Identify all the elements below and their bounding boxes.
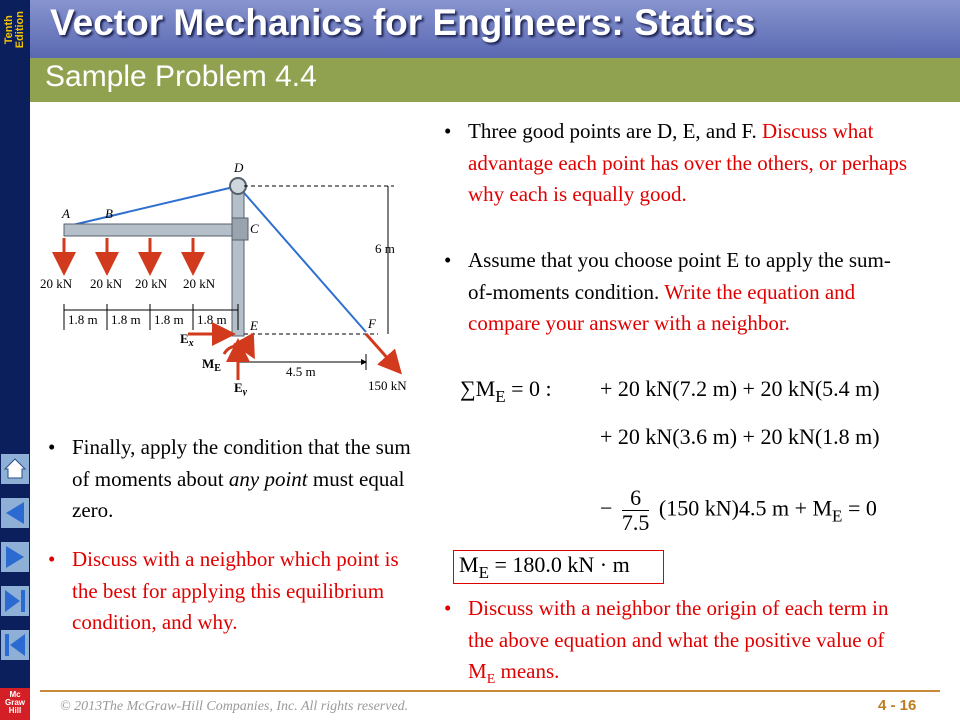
label-b: B [105,206,113,221]
bullet-final-question: • Discuss with a neighbor the origin of each term in the above equation and what the positive value of $M_E$ means. [444,596,889,688]
course-title: Vector Mechanics for Engineers: Statics [50,2,756,43]
equation-line-2: + 20 kN(3.6 m) + 20 kN(1.8 m) [600,424,880,449]
label-d: D [234,160,244,175]
cable-force-label: 150 kN [368,378,407,393]
cable-force-arrow [366,334,398,370]
spacing-2: 1.8 m [111,312,141,327]
bullet-three-points: • Three good points are D, E, and F. Discuss what advantage each point has over the others, or perhaps why each is equally good. [444,119,908,206]
bullet-finally: • Finally, apply the condition that the sum of moments about any point must equal zero. [48,435,411,522]
edition-label: Tenth Edition [3,11,26,49]
load-label-4: 20 kN [183,276,216,291]
next-icon[interactable] [0,540,30,574]
equation-line-3: − $\frac{6}{7.5}$ (150 kN)4.5 $m + M_E = 0$ [600,485,877,535]
horizontal-beam [64,224,234,236]
label-e: E [250,318,258,333]
result-equation: $M_E = 180.0$ kN · m [459,552,630,582]
label-c: C [250,221,259,236]
load-label-3: 20 kN [135,276,168,291]
load-label-1: 20 kN [40,276,73,291]
cable-ad [64,186,238,227]
load-label-2: 20 kN [90,276,123,291]
slide-title: Sample Problem 4.4 [45,60,317,93]
bullet-choose-e-question: Write the equation and compare your answer with a neighbor. [468,279,856,335]
label-a: A [62,206,70,221]
spacing-1: 1.8 m [68,312,98,327]
bullet-three-points-question: Discuss what advantage each point has over the others, or perhaps why each is equally good. [468,119,908,206]
bullet-discuss-point: • Discuss with a neighbor which point is the best for applying this equilibrium condition, and why. [48,547,399,634]
equation-line-1: + 20 kN(7.2 m) + 20 kN(5.4 m) [600,376,880,401]
load-arrows [64,238,193,270]
ey-label: $E_y$ [234,380,248,396]
bullet-choose-e: • Assume that you choose point E to apply the sum-of-moments condition. Write the equation and compare your answer with a neighbor. [444,248,891,335]
cable-df [238,186,366,332]
spacing-4: 1.8 m [197,312,227,327]
home-icon[interactable] [0,452,30,486]
ex-label: $E_x$ [180,331,194,349]
joint-c [232,218,248,240]
me-label: $M_E$ [202,356,221,374]
height-label: 6 m [375,241,395,256]
label-f: F [368,316,376,331]
base-label: 4.5 m [286,364,316,379]
publisher-logo: Mc Graw Hill [0,688,30,720]
page-number: 4 - 16 [878,697,917,714]
pulley-d [230,178,246,194]
sum-moments-label: $\sum M_E = 0$ : [460,376,552,406]
previous-icon[interactable] [0,496,30,530]
beam-diagram [38,158,430,396]
last-slide-icon[interactable] [0,584,30,618]
edition-badge [0,0,30,60]
first-slide-icon[interactable] [0,628,30,662]
copyright-text: © 2013The McGraw-Hill Companies, Inc. All rights reserved. [60,699,409,714]
footer-divider [40,690,940,692]
spacing-3: 1.8 m [154,312,184,327]
